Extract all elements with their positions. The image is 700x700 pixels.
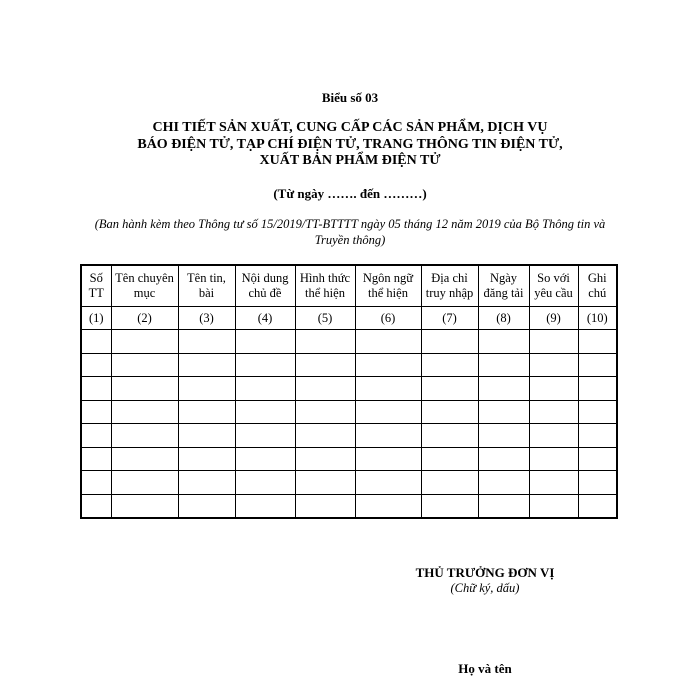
table-cell [355, 377, 421, 401]
table-cell [295, 447, 355, 471]
table-row [81, 494, 617, 518]
header-cell: Ngày đăng tải [478, 265, 529, 307]
table-cell [111, 447, 178, 471]
table-cell [478, 471, 529, 495]
table-cell [295, 494, 355, 518]
table-cell [81, 447, 111, 471]
column-number: (4) [235, 307, 295, 330]
table-cell [478, 494, 529, 518]
signer-note: (Chữ ký, dấu) [450, 581, 520, 595]
table-cell [478, 447, 529, 471]
title-line-2: BÁO ĐIỆN TỬ, TẠP CHÍ ĐIỆN TỬ, TRANG THÔNG TIN ĐIỆN TỬ, [137, 136, 563, 152]
table-cell [235, 494, 295, 518]
table-cell [111, 353, 178, 377]
table-row [81, 353, 617, 377]
table-cell [235, 353, 295, 377]
header-row [81, 265, 617, 307]
header-cell: Số TT [81, 265, 111, 307]
table-cell [81, 377, 111, 401]
table-cell [81, 353, 111, 377]
header-cell: Tên tin, bài [178, 265, 235, 307]
table-cell [111, 377, 178, 401]
header-cell: Hình thức thể hiện [295, 265, 355, 307]
table-cell [421, 400, 478, 424]
table-cell [355, 447, 421, 471]
table-cell [81, 400, 111, 424]
table-cell [81, 424, 111, 448]
table-cell [529, 447, 578, 471]
table-cell [478, 330, 529, 354]
table-cell [421, 424, 478, 448]
table-cell [178, 447, 235, 471]
column-number: (3) [178, 307, 235, 330]
title-line-3: XUẤT BẢN PHẨM ĐIỆN TỬ [259, 153, 441, 168]
header-cell: Ngôn ngữ thể hiện [355, 265, 421, 307]
table-body [81, 265, 617, 518]
title-line-1: CHI TIẾT SẢN XUẤT, CUNG CẤP CÁC SẢN PHẨM, DỊCH VỤ [152, 120, 548, 135]
header-cell: Nội dung chủ đề [235, 265, 295, 307]
table-cell [235, 424, 295, 448]
table-row [81, 330, 617, 354]
table-cell [421, 471, 478, 495]
table-cell [529, 330, 578, 354]
table-cell [478, 353, 529, 377]
table-cell [235, 377, 295, 401]
table-cell [529, 424, 578, 448]
table-row [81, 424, 617, 448]
table-cell [235, 330, 295, 354]
table-cell [421, 377, 478, 401]
table-cell [235, 471, 295, 495]
header-cell: Tên chuyên mục [111, 265, 178, 307]
table-cell [295, 400, 355, 424]
table-cell [421, 353, 478, 377]
table-cell [355, 424, 421, 448]
table-cell [478, 424, 529, 448]
column-number: (6) [355, 307, 421, 330]
header-cell: Địa chỉ truy nhập [421, 265, 478, 307]
table-cell [421, 330, 478, 354]
table-cell [578, 424, 617, 448]
table-cell [178, 471, 235, 495]
table-cell [529, 353, 578, 377]
table-cell [578, 377, 617, 401]
table-cell [295, 353, 355, 377]
header-cell: So với yêu cầu [529, 265, 578, 307]
table-cell [355, 400, 421, 424]
table-row [81, 377, 617, 401]
table-cell [81, 330, 111, 354]
table-cell [178, 494, 235, 518]
table-row [81, 471, 617, 495]
table-cell [81, 471, 111, 495]
table-cell [578, 353, 617, 377]
table-cell [111, 494, 178, 518]
table-cell [295, 377, 355, 401]
table-cell [295, 330, 355, 354]
table-cell [235, 447, 295, 471]
table-cell [478, 377, 529, 401]
legal-basis-note: (Ban hành kèm theo Thông tư số 15/2019/TT-BTTTT ngày 05 tháng 12 năm 2019 của Bộ Thông tin và Truyền thông) [94, 217, 606, 247]
table-cell [355, 471, 421, 495]
table-cell [111, 471, 178, 495]
table-cell [421, 494, 478, 518]
column-number: (5) [295, 307, 355, 330]
date-range: (Từ ngày ……. đến ………) [273, 186, 427, 201]
table-cell [111, 424, 178, 448]
table-cell [478, 400, 529, 424]
table-cell [235, 400, 295, 424]
table-cell [578, 400, 617, 424]
column-number: (7) [421, 307, 478, 330]
table-cell [578, 494, 617, 518]
column-number-row [81, 307, 617, 330]
table-cell [178, 400, 235, 424]
table-cell [421, 447, 478, 471]
table-cell [81, 494, 111, 518]
table-cell [295, 424, 355, 448]
table-cell [355, 330, 421, 354]
table-cell [578, 471, 617, 495]
full-name-label: Họ và tên [458, 661, 512, 676]
report-table [80, 264, 618, 519]
header-cell: Ghi chú [578, 265, 617, 307]
table-cell [111, 330, 178, 354]
table-row [81, 400, 617, 424]
table-cell [529, 400, 578, 424]
table-cell [529, 471, 578, 495]
table-cell [178, 377, 235, 401]
table-cell [178, 353, 235, 377]
form-number: Biểu số 03 [321, 90, 379, 105]
table-cell [178, 330, 235, 354]
table-cell [355, 494, 421, 518]
signer-title: THỦ TRƯỞNG ĐƠN VỊ [415, 565, 555, 580]
table-cell [295, 471, 355, 495]
column-number: (9) [529, 307, 578, 330]
document-title [0, 120, 700, 170]
table-row [81, 447, 617, 471]
table-cell [178, 424, 235, 448]
table-cell [578, 330, 617, 354]
column-number: (1) [81, 307, 111, 330]
column-number: (10) [578, 307, 617, 330]
table-cell [355, 353, 421, 377]
table-cell [578, 447, 617, 471]
column-number: (8) [478, 307, 529, 330]
column-number: (2) [111, 307, 178, 330]
table-cell [111, 400, 178, 424]
table-cell [529, 377, 578, 401]
table-cell [529, 494, 578, 518]
